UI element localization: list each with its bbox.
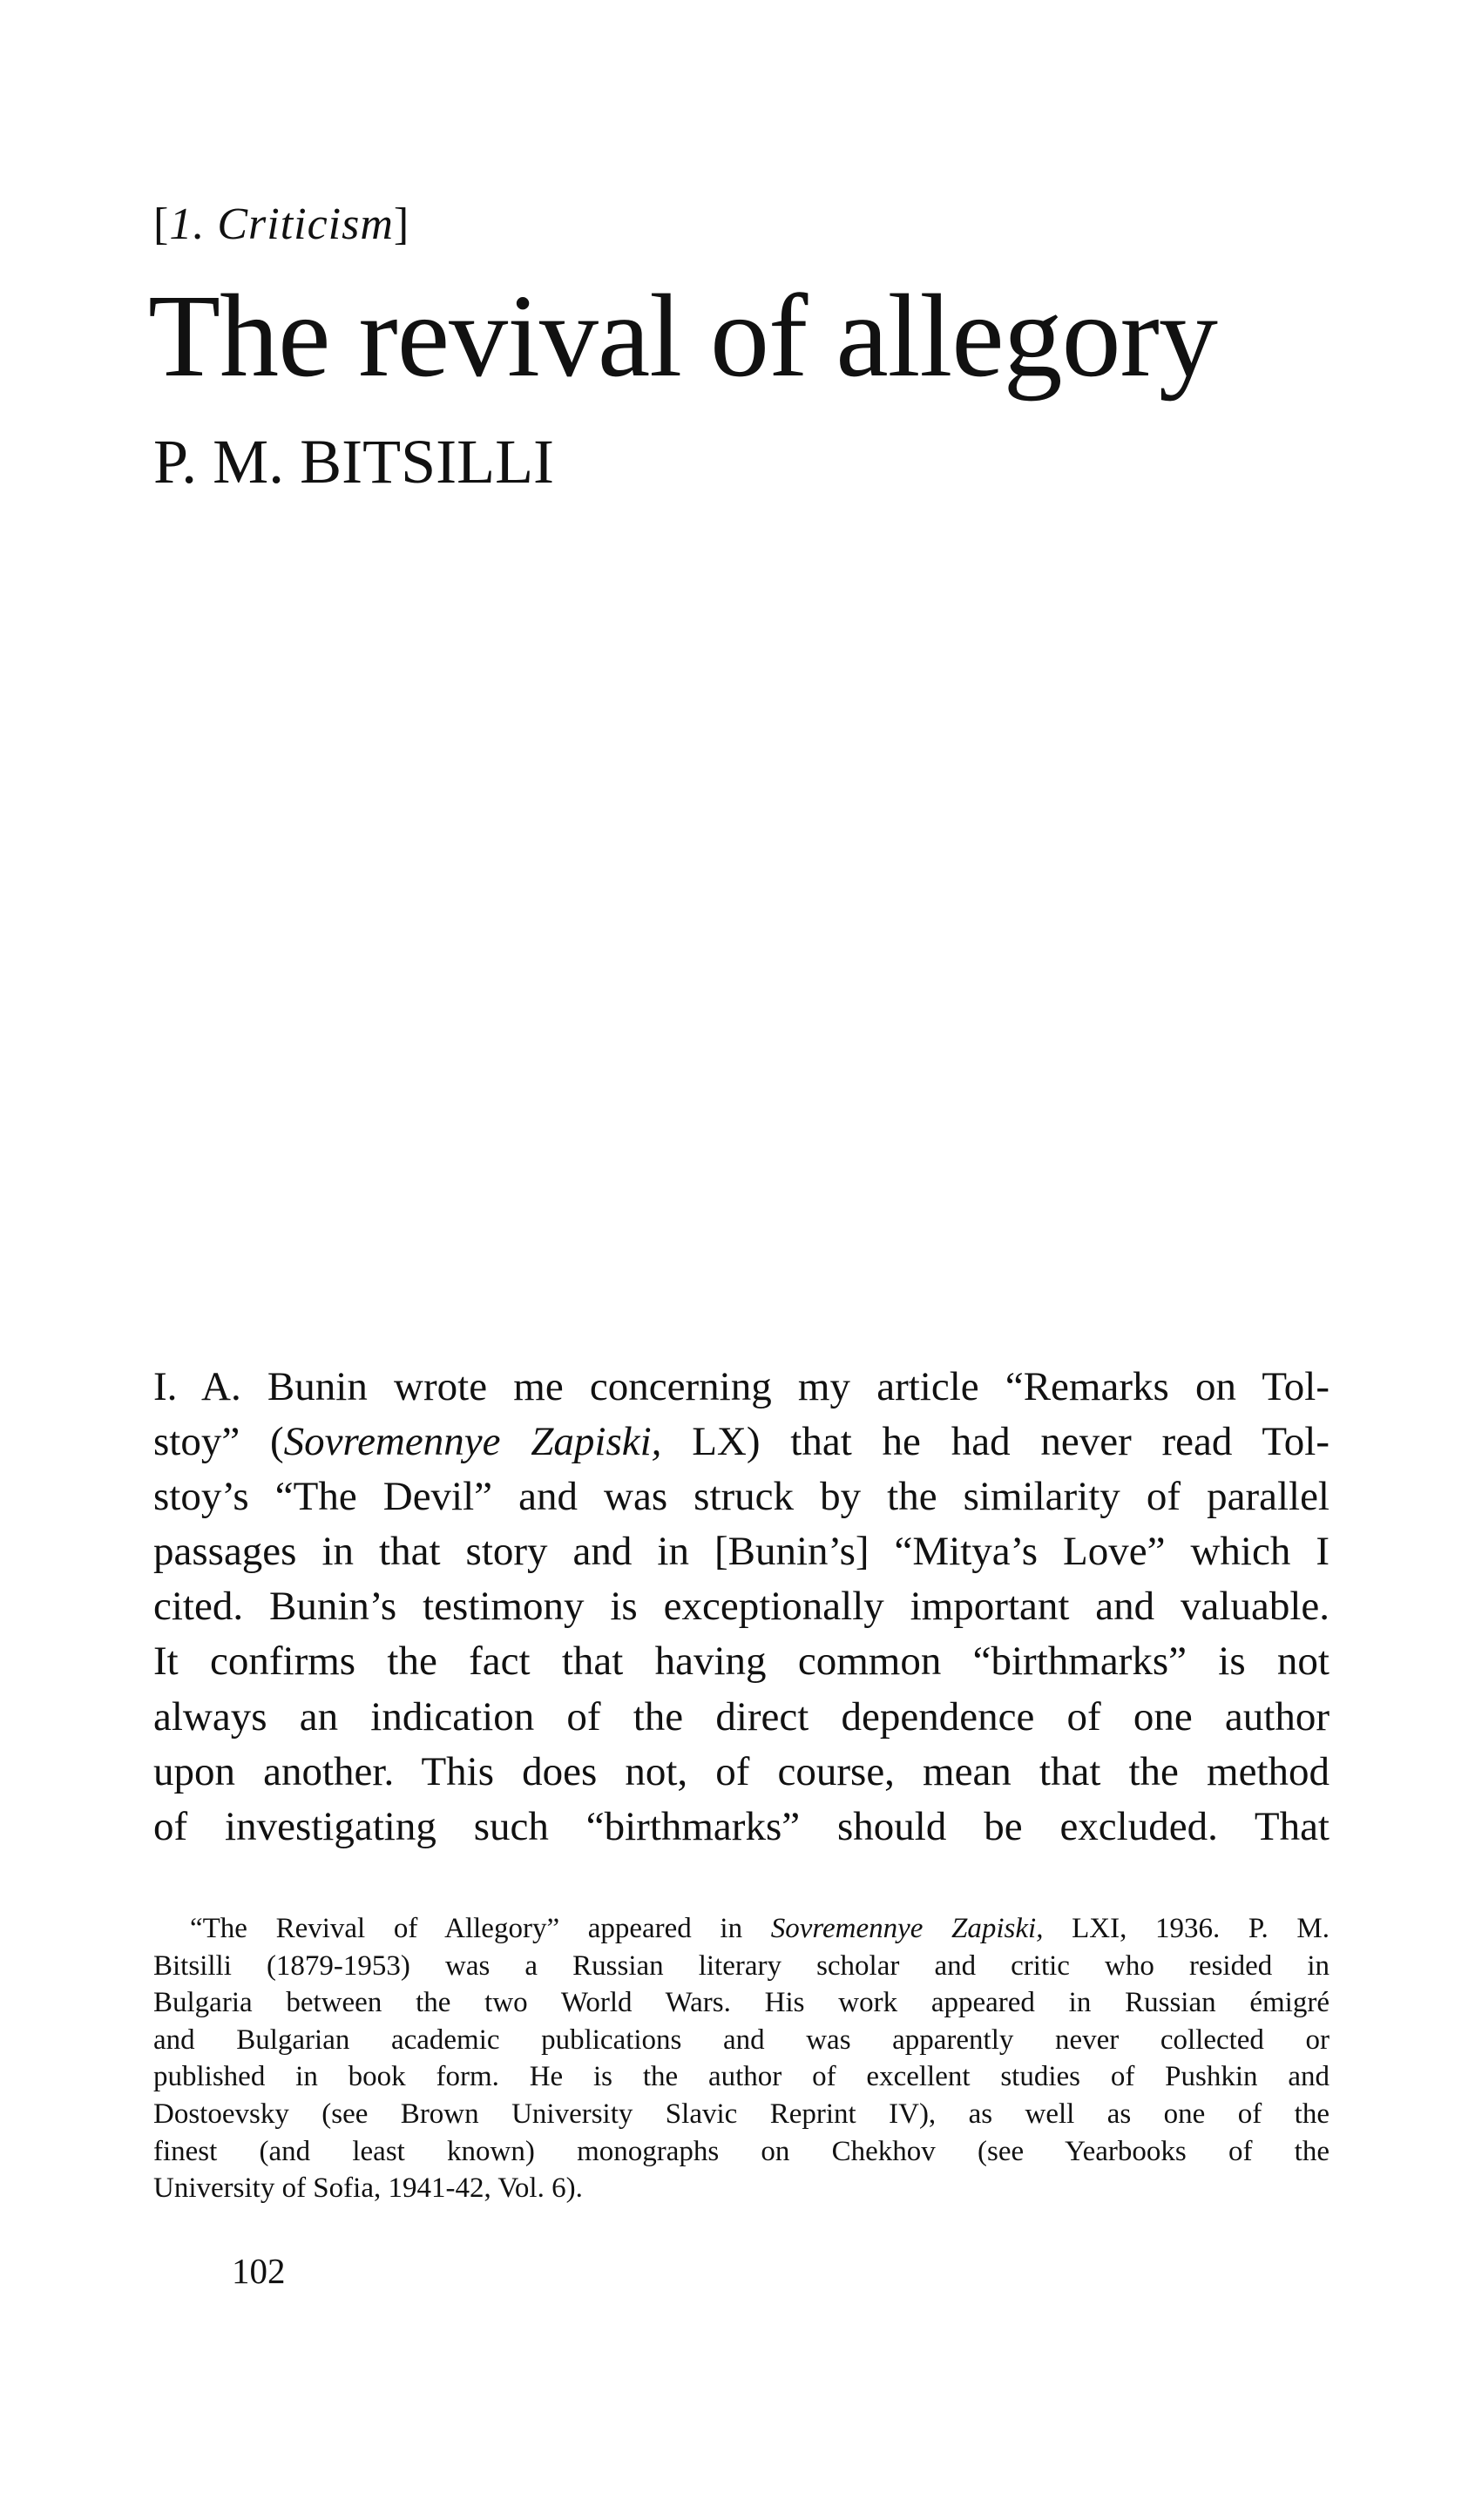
footnote-line: published in book form. He is the author of excellent studies of Pushkin and [153,2061,1330,2093]
body-line: stoy” (Sovremennye Zapiski, LX) that he had never read Tol- [153,1419,1330,1465]
page-number: 102 [232,2251,286,2291]
footnote-line: “The Revival of Allegory” appeared in Sovremennye Zapiski, LXI, 1936. P. M. [190,1913,1330,1944]
footnote-line: finest (and least known) monographs on Chekhov (see Yearbooks of the [153,2135,1330,2167]
body-line: passages in that story and in [Bunin’s] “Mitya’s Love” which I [153,1529,1330,1575]
body-paragraph [153,1360,1330,1855]
journal-name: Sovremennye Zapiski, [770,1913,1044,1944]
footnote-line: Bitsilli (1879-1953) was a Russian literary scholar and critic who resided in [153,1949,1330,1982]
footnote-line: and Bulgarian academic publications and was apparently never collected or [153,2023,1330,2056]
article-author: P. M. BITSILLI [153,427,555,497]
footnote [153,1910,1330,2207]
section-bracket-close: ] [393,199,410,249]
body-line: I. A. Bunin wrote me concerning my article “Remarks on Tol- [153,1364,1330,1409]
article-title: The revival of allegory [148,271,1217,402]
body-line: stoy’s “The Devil” and was struck by the similarity of parallel [153,1474,1330,1520]
body-line: It confirms the fact that having common “birthmarks” is not [153,1638,1330,1685]
footnote-line: University of Sofia, 1941-42, Vol. 6). [153,2172,583,2205]
body-line: upon another. This does not, of course, mean that the method [153,1748,1330,1794]
footnote-line: Bulgaria between the two World Wars. His work appeared in Russian émigré [153,1987,1330,2019]
body-line: of investigating such “birthmarks” should be excluded. That [153,1803,1330,1849]
body-line: always an indication of the direct dependence of one author [153,1693,1330,1740]
body-line: cited. Bunin’s testimony is exceptionally important and valuable. [153,1584,1330,1630]
section-name: 1. Criticism [169,199,394,249]
section-label [153,199,409,250]
footnote-line: Dostoevsky (see Brown University Slavic Reprint IV), as well as one of the [153,2098,1330,2130]
journal-name: Sovremennye Zapiski, [283,1419,662,1465]
section-bracket-open: [ [153,199,170,249]
